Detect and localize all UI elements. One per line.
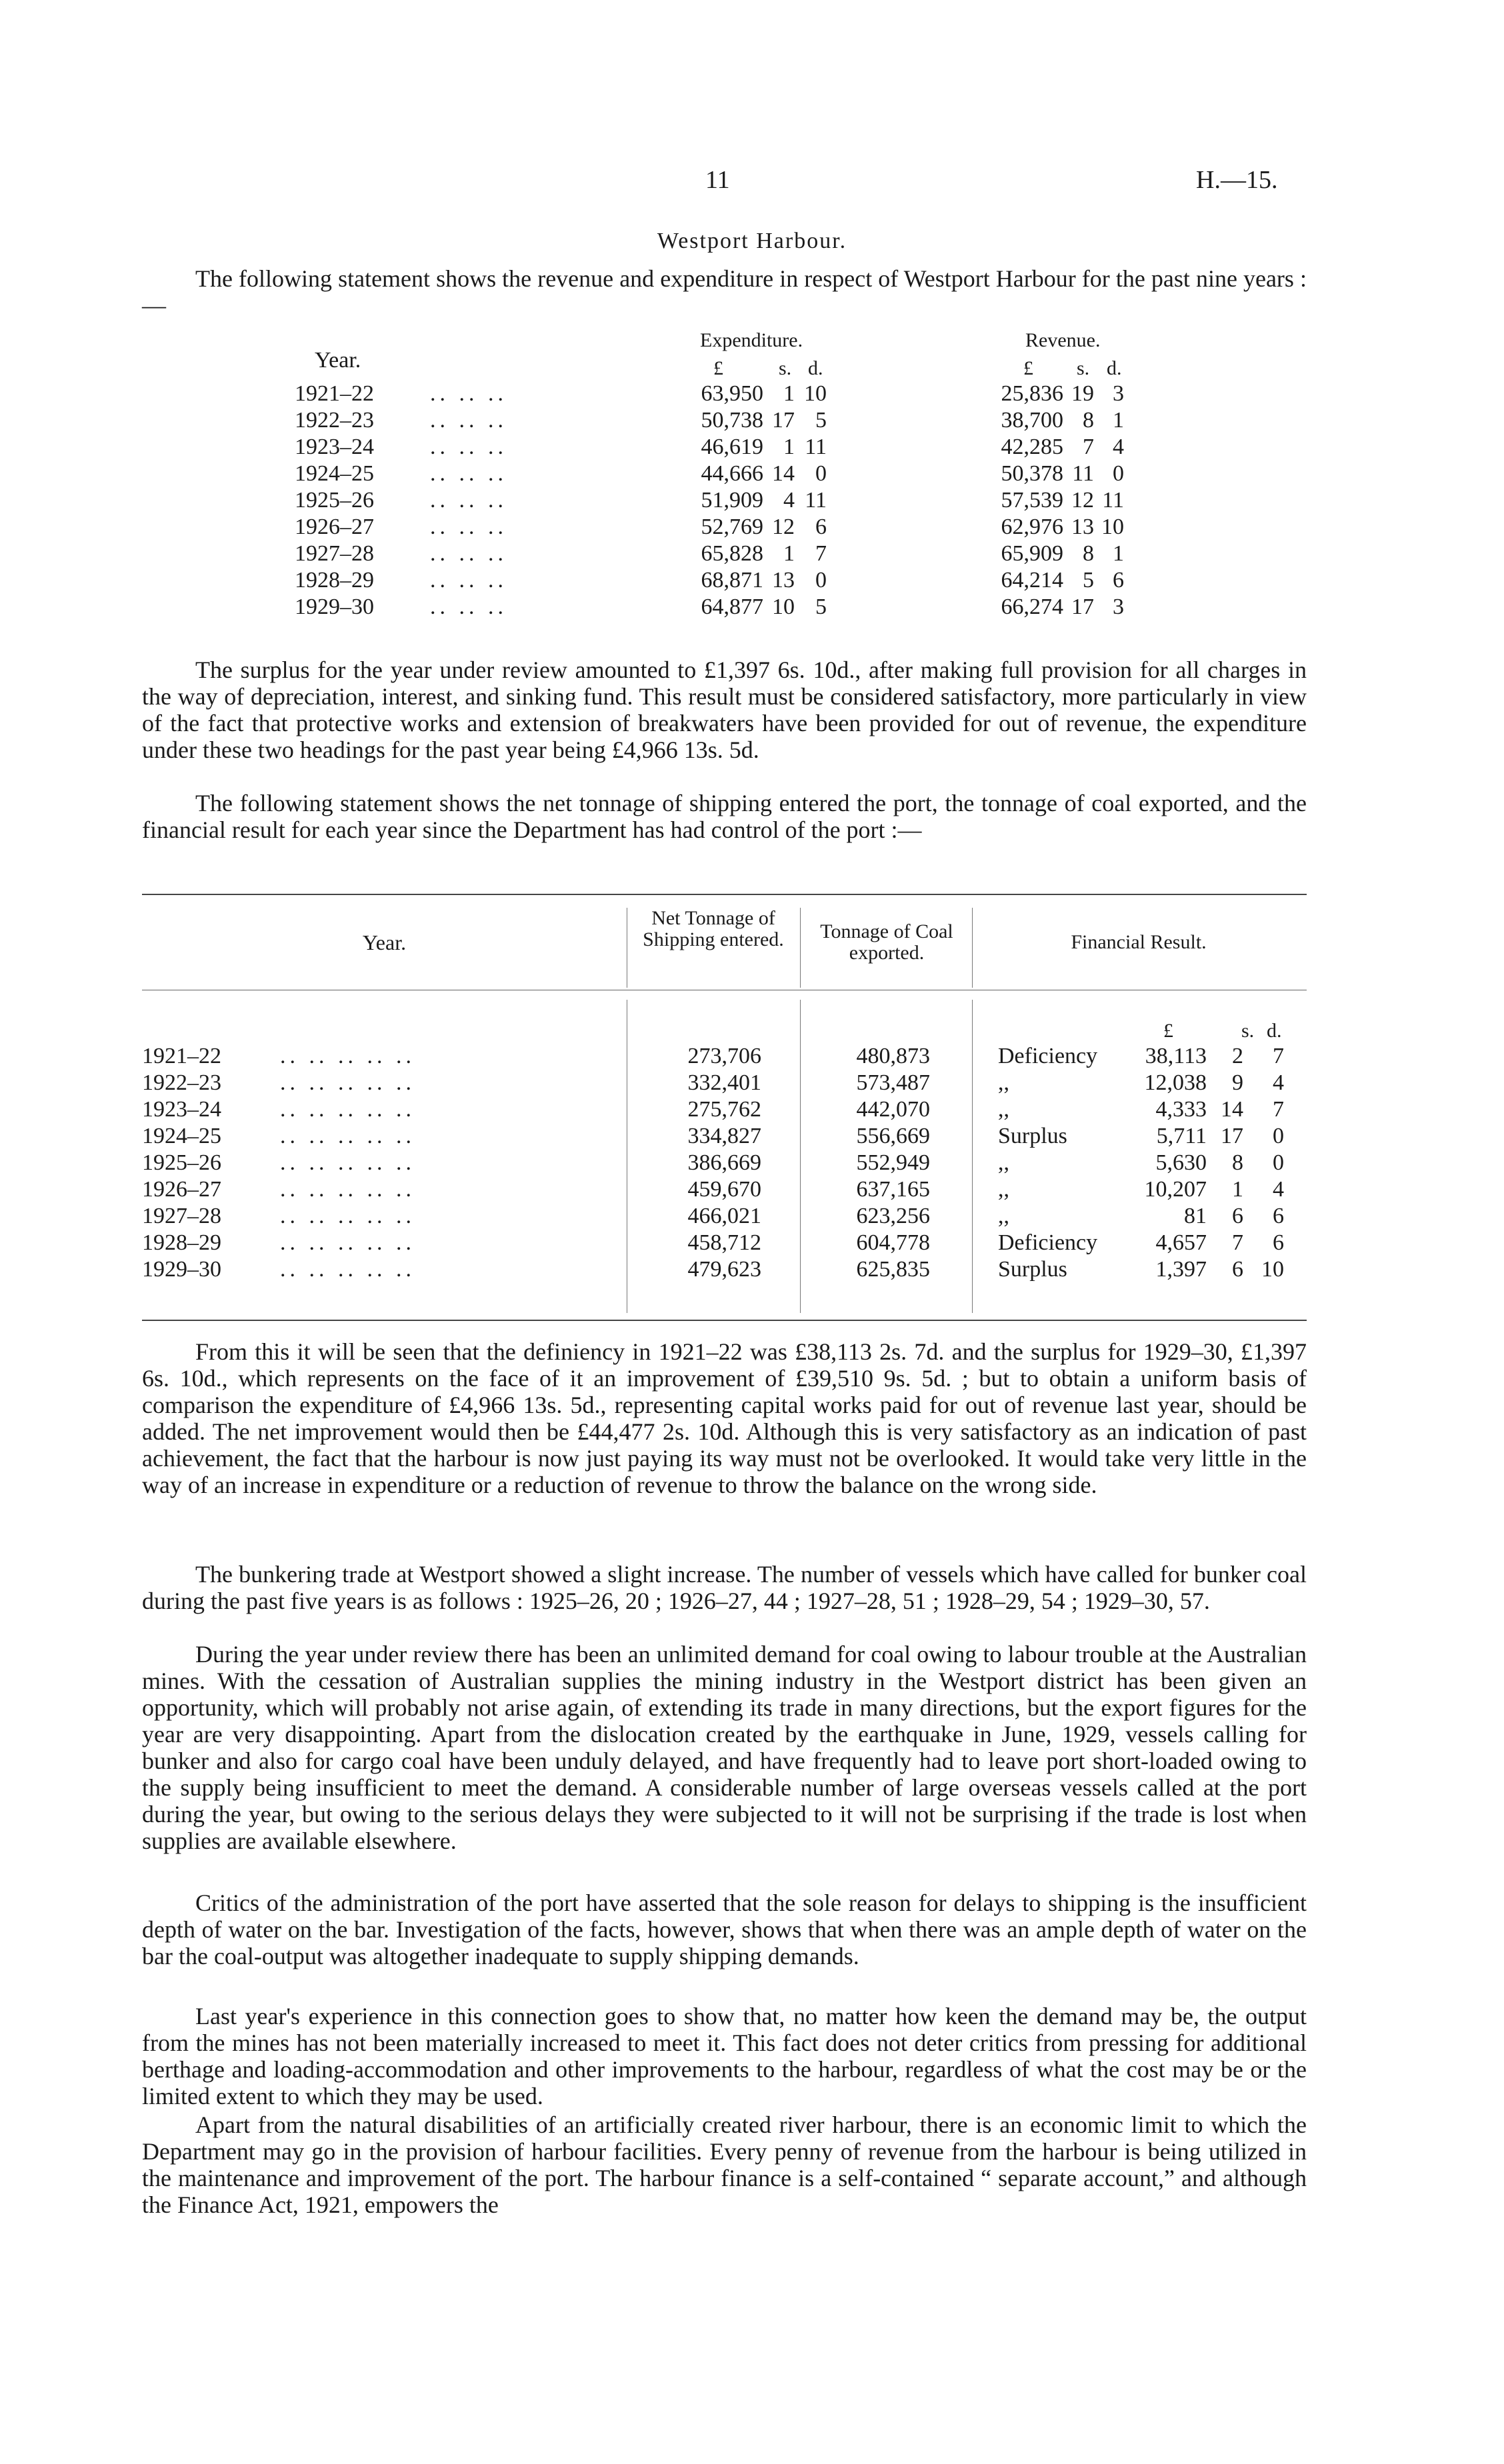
table1-year-cell: 1928–29: [295, 568, 374, 593]
table1-exp-pence: 11: [805, 435, 827, 459]
table2-result-label: Deficiency: [998, 1044, 1098, 1068]
table1-rev-pence: 0: [1113, 461, 1124, 486]
table2-coal-cell: 625,835: [856, 1257, 930, 1282]
table2-result-pence: 7: [1273, 1044, 1284, 1068]
table1-rev-shillings: 7: [1083, 435, 1094, 459]
table1-leader-dots: .. .. ..: [430, 595, 507, 619]
intro-paragraph-tonnage: The following statement shows the net tonnage of shipping entered the port, the tonnage of coal exported, and the financial result for each year since the Department has had control of the port :—: [142, 790, 1307, 843]
table1-exp-shillings: 13: [772, 568, 795, 593]
table1-exp-pounds: 63,950: [701, 381, 763, 406]
intro-paragraph-revenue: The following statement shows the revenue and expenditure in respect of Westport Harbour for the past nine years :—: [142, 265, 1307, 319]
table2-year-cell: 1922–23: [142, 1070, 221, 1095]
table1-leader-dots: .. .. ..: [430, 515, 507, 539]
table1-rev-pence: 3: [1113, 595, 1124, 619]
table2-result-pence: 4: [1273, 1177, 1284, 1202]
table2-result-pounds: 4,657: [1155, 1230, 1207, 1255]
table2-top-rule: [142, 894, 1307, 895]
deficiency-paragraph: From this it will be seen that the definiency in 1921–22 was £38,113 2s. 7d. and the surplus for 1929–30, £1,397 6s. 10d., which represents on the face of it an improvement of £39,510 9s. 5d. ; but to obtain a uniform basis of comparison the expenditure of £4,966 13s. 5d., representing capital works paid for out of revenue last year, should be added. The net improvement would then be £44,477 2s. 10d. Although this is very satisfactory as an indication of past achievement, the fact that the harbour is now just paying its way must not be overlooked. It would take very little in the way of an increase in expenditure or a reduction of revenue to throw the balance on the wrong side.: [142, 1338, 1307, 1498]
surplus-paragraph: The surplus for the year under review amounted to £1,397 6s. 10d., after making full provision for all charges in the way of depreciation, interest, and sinking fund. This result must be considered satisfactory, more particularly in view of the fact that protective works and extension of breakwaters have been provided for out of revenue, the expenditure under these two headings for the past year being £4,966 13s. 5d.: [142, 656, 1307, 763]
economic-limit-paragraph: Apart from the natural disabilities of an artificially created river harbour, there is an economic limit to which the Department may go in the provision of harbour facilities. Every penny of revenue from the harbour is being utilized in the maintenance and improvement of the port. The harbour finance is a self-contained “ separate account,” and although the Finance Act, 1921, empowers the: [142, 2111, 1307, 2218]
table1-exp-shillings: 14: [772, 461, 795, 486]
table1-exp-shillings: 1: [783, 435, 795, 459]
table2-coal-cell: 556,669: [856, 1124, 930, 1148]
table1-exp-shillings: 1: [783, 541, 795, 566]
table1-exp-pence: 6: [815, 515, 827, 539]
table2-pound-unit: £: [1163, 1020, 1173, 1042]
table2-tonnage-cell: 332,401: [687, 1070, 761, 1095]
table1-rev-pounds: 50,378: [1001, 461, 1063, 486]
table2-year-cell: 1923–24: [142, 1097, 221, 1122]
table1-year-cell: 1929–30: [295, 595, 374, 619]
table1-exp-pounds: 51,909: [701, 488, 763, 513]
table2-year-cell: 1921–22: [142, 1044, 221, 1068]
table2-leader-dots: .. .. .. .. ..: [280, 1204, 415, 1228]
table2-result-shillings: 8: [1232, 1150, 1243, 1175]
table2-tonnage-cell: 273,706: [687, 1044, 761, 1068]
table2-result-label: Surplus: [998, 1257, 1067, 1282]
table2-result-pence: 4: [1273, 1070, 1284, 1095]
table2-coal-cell: 637,165: [856, 1177, 930, 1202]
table1-rev-shillings: 8: [1083, 541, 1094, 566]
section-title: Westport Harbour.: [657, 229, 847, 253]
table1-rev-pounds: 64,214: [1001, 568, 1063, 593]
table1-rev-pence: 1: [1113, 541, 1124, 566]
table2-result-shillings: 14: [1221, 1097, 1243, 1122]
table1-leader-dots: .. .. ..: [430, 568, 507, 593]
table1-leader-dots: .. .. ..: [430, 435, 507, 459]
table1-year-cell: 1924–25: [295, 461, 374, 486]
table2-year-cell: 1928–29: [142, 1230, 221, 1255]
table1-leader-dots: .. .. ..: [430, 488, 507, 513]
table2-divider: [800, 908, 801, 988]
table1-leader-dots: .. .. ..: [430, 541, 507, 566]
table1-exp-pence: 11: [805, 488, 827, 513]
table1-rev-pounds: 42,285: [1001, 435, 1063, 459]
critics-paragraph: Critics of the administration of the port have asserted that the sole reason for delays to shipping is the insufficient depth of water on the bar. Investigation of the facts, however, shows that when there was an ample depth of water on the bar the coal-output was altogether inadequate to supply shipping demands.: [142, 1889, 1307, 1969]
table2-result-shillings: 17: [1221, 1124, 1243, 1148]
table1-exp-pence: 0: [815, 461, 827, 486]
table1-exp-shilling-unit: s.: [779, 357, 792, 379]
table2-result-header: Financial Result.: [1071, 931, 1207, 953]
table2-result-pence: 6: [1273, 1230, 1284, 1255]
bunkering-paragraph: The bunkering trade at Westport showed a slight increase. The number of vessels which have called for bunker coal during the past five years is as follows : 1925–26, 20 ; 1926–27, 44 ; 1927–28, 51 ; 1928–29, 54 ; 1929–30, 57.: [142, 1561, 1307, 1614]
table1-leader-dots: .. .. ..: [430, 461, 507, 486]
table2-result-label: ,,: [998, 1204, 1009, 1228]
table1-rev-pounds: 57,539: [1001, 488, 1063, 513]
table2-year-cell: 1924–25: [142, 1124, 221, 1148]
table2-tonnage-cell: 458,712: [687, 1230, 761, 1255]
table2-tonnage-cell: 386,669: [687, 1150, 761, 1175]
table2-coal-cell: 442,070: [856, 1097, 930, 1122]
table2-result-shillings: 6: [1232, 1257, 1243, 1282]
table1-exp-pounds: 68,871: [701, 568, 763, 593]
table1-rev-pounds: 66,274: [1001, 595, 1063, 619]
table1-exp-shillings: 12: [772, 515, 795, 539]
demand-paragraph: During the year under review there has been an unlimited demand for coal owing to labour trouble at the Australian mines. With the cessation of Australian supplies the mining industry in the Westport district has been given an opportunity, which will probably not arise again, of extending its trade in many directions, but the export figures for the year are very disappointing. Apart from the dislocation created by the earthquake in June, 1929, vessels calling for bunker and also for cargo coal have been unduly delayed, and have frequently had to leave port short-loaded owing to the supply being insufficient to meet the demand. A considerable number of large overseas vessels called at the port during the year, but owing to the serious delays they were subjected to it will not be surprising if the trade is lost when supplies are available elsewhere.: [142, 1641, 1307, 1854]
table1-rev-pence: 6: [1113, 568, 1124, 593]
table1-exp-pounds: 64,877: [701, 595, 763, 619]
table2-result-shillings: 6: [1232, 1204, 1243, 1228]
table1-rev-shillings: 13: [1071, 515, 1094, 539]
table1-exp-pounds: 46,619: [701, 435, 763, 459]
table2-divider: [972, 1000, 973, 1313]
table2-result-shillings: 9: [1232, 1070, 1243, 1095]
table1-exp-shillings: 1: [783, 381, 795, 406]
table2-year-header: Year.: [362, 930, 407, 954]
table2-year-cell: 1926–27: [142, 1177, 221, 1202]
table1-exp-pence: 7: [815, 541, 827, 566]
table1-exp-pence: 5: [815, 408, 827, 433]
table1-rev-pence: 3: [1113, 381, 1124, 406]
table2-result-pence: 0: [1273, 1150, 1284, 1175]
table1-rev-pence: 10: [1101, 515, 1124, 539]
table2-tonnage-cell: 459,670: [687, 1177, 761, 1202]
table1-exp-shillings: 4: [783, 488, 795, 513]
table2-result-label: ,,: [998, 1070, 1009, 1095]
table1-rev-pounds: 38,700: [1001, 408, 1063, 433]
table1-rev-shillings: 11: [1072, 461, 1094, 486]
table1-exp-pounds: 50,738: [701, 408, 763, 433]
table1-exp-pounds: 44,666: [701, 461, 763, 486]
table2-result-pence: 0: [1273, 1124, 1284, 1148]
table1-rev-shillings: 17: [1071, 595, 1094, 619]
table2-coal-cell: 623,256: [856, 1204, 930, 1228]
table2-result-label: Surplus: [998, 1124, 1067, 1148]
table1-rev-pence: 11: [1102, 488, 1124, 513]
table2-leader-dots: .. .. .. .. ..: [280, 1124, 415, 1148]
table2-leader-dots: .. .. .. .. ..: [280, 1044, 415, 1068]
table2-result-pounds: 5,711: [1156, 1124, 1207, 1148]
table2-result-pounds: 4,333: [1155, 1097, 1207, 1122]
table2-tonnage-cell: 275,762: [687, 1097, 761, 1122]
table2-result-pence: 6: [1273, 1204, 1284, 1228]
table2-tonnage-header: Net Tonnage of Shipping entered.: [643, 907, 784, 950]
table2-coal-cell: 573,487: [856, 1070, 930, 1095]
last-year-paragraph: Last year's experience in this connection goes to show that, no matter how keen the demand may be, the output from the mines has not been materially increased to meet it. This fact does not deter critics from pressing for additional berthage and loading-accommodation and other improvements to the harbour, regardless of what the cost may be or the limited extent to which they may be used.: [142, 2003, 1307, 2109]
table2-year-cell: 1925–26: [142, 1150, 221, 1175]
table1-year-cell: 1921–22: [295, 381, 374, 406]
table2-result-pounds: 1,397: [1155, 1257, 1207, 1282]
table1-exp-pound-unit: £: [713, 357, 723, 379]
table1-revenue-header: Revenue.: [1025, 329, 1101, 351]
table1-rev-pence: 4: [1113, 435, 1124, 459]
table2-leader-dots: .. .. .. .. ..: [280, 1177, 415, 1202]
table2-leader-dots: .. .. .. .. ..: [280, 1097, 415, 1122]
table1-rev-shillings: 12: [1071, 488, 1094, 513]
table2-result-label: Deficiency: [998, 1230, 1098, 1255]
table2-leader-dots: .. .. .. .. ..: [280, 1230, 415, 1255]
table1-exp-pounds: 65,828: [701, 541, 763, 566]
table2-result-label: ,,: [998, 1097, 1009, 1122]
table2-year-cell: 1929–30: [142, 1257, 221, 1282]
table1-rev-pence-unit: d.: [1107, 357, 1122, 379]
table2-tonnage-cell: 466,021: [687, 1204, 761, 1228]
table2-result-label: ,,: [998, 1150, 1009, 1175]
document-reference: H.—15.: [1196, 166, 1278, 194]
table2-result-pence: 10: [1261, 1257, 1284, 1282]
table1-exp-pence: 10: [804, 381, 827, 406]
table2-result-shillings: 1: [1232, 1177, 1243, 1202]
table2-leader-dots: .. .. .. .. ..: [280, 1257, 415, 1282]
table2-result-pounds: 10,207: [1144, 1177, 1207, 1202]
table2-result-pounds: 5,630: [1155, 1150, 1207, 1175]
table1-rev-pence: 1: [1113, 408, 1124, 433]
table2-coal-cell: 604,778: [856, 1230, 930, 1255]
table1-rev-pound-unit: £: [1023, 357, 1033, 379]
table1-rev-shillings: 8: [1083, 408, 1094, 433]
table1-year-cell: 1927–28: [295, 541, 374, 566]
table1-exp-shillings: 17: [772, 408, 795, 433]
table1-year-cell: 1926–27: [295, 515, 374, 539]
table2-result-pounds: 12,038: [1144, 1070, 1207, 1095]
table2-result-shillings: 7: [1232, 1230, 1243, 1255]
table2-result-label: ,,: [998, 1177, 1009, 1202]
table1-year-cell: 1925–26: [295, 488, 374, 513]
page-number: 11: [705, 166, 730, 194]
table1-leader-dots: .. .. ..: [430, 408, 507, 433]
table1-exp-pence-unit: d.: [808, 357, 823, 379]
table2-year-cell: 1927–28: [142, 1204, 221, 1228]
table1-exp-pence: 0: [815, 568, 827, 593]
table1-year-header: Year.: [315, 348, 361, 373]
table1-year-cell: 1923–24: [295, 435, 374, 459]
table2-pence-unit: d.: [1267, 1020, 1282, 1042]
table1-expenditure-header: Expenditure.: [700, 329, 803, 351]
table1-rev-shilling-unit: s.: [1077, 357, 1090, 379]
table1-rev-pounds: 65,909: [1001, 541, 1063, 566]
table1-rev-shillings: 19: [1071, 381, 1094, 406]
table2-coal-header: Tonnage of Coal exported.: [820, 920, 953, 964]
table1-exp-shillings: 10: [772, 595, 795, 619]
table2-tonnage-cell: 334,827: [687, 1124, 761, 1148]
table2-result-pounds: 38,113: [1145, 1044, 1207, 1068]
table1-rev-pounds: 25,836: [1001, 381, 1063, 406]
table2-result-shillings: 2: [1232, 1044, 1243, 1068]
table1-exp-pounds: 52,769: [701, 515, 763, 539]
table1-exp-pence: 5: [815, 595, 827, 619]
table2-coal-cell: 480,873: [856, 1044, 930, 1068]
table2-shilling-unit: s.: [1241, 1020, 1255, 1042]
table2-leader-dots: .. .. .. .. ..: [280, 1150, 415, 1175]
table1-leader-dots: .. .. ..: [430, 381, 507, 406]
table1-rev-shillings: 5: [1083, 568, 1094, 593]
table1-rev-pounds: 62,976: [1001, 515, 1063, 539]
table1-year-cell: 1922–23: [295, 408, 374, 433]
table2-result-pence: 7: [1273, 1097, 1284, 1122]
table2-bottom-rule: [142, 1320, 1307, 1321]
table2-tonnage-cell: 479,623: [687, 1257, 761, 1282]
table2-result-pounds: 81: [1184, 1204, 1207, 1228]
table2-leader-dots: .. .. .. .. ..: [280, 1070, 415, 1095]
table2-coal-cell: 552,949: [856, 1150, 930, 1175]
